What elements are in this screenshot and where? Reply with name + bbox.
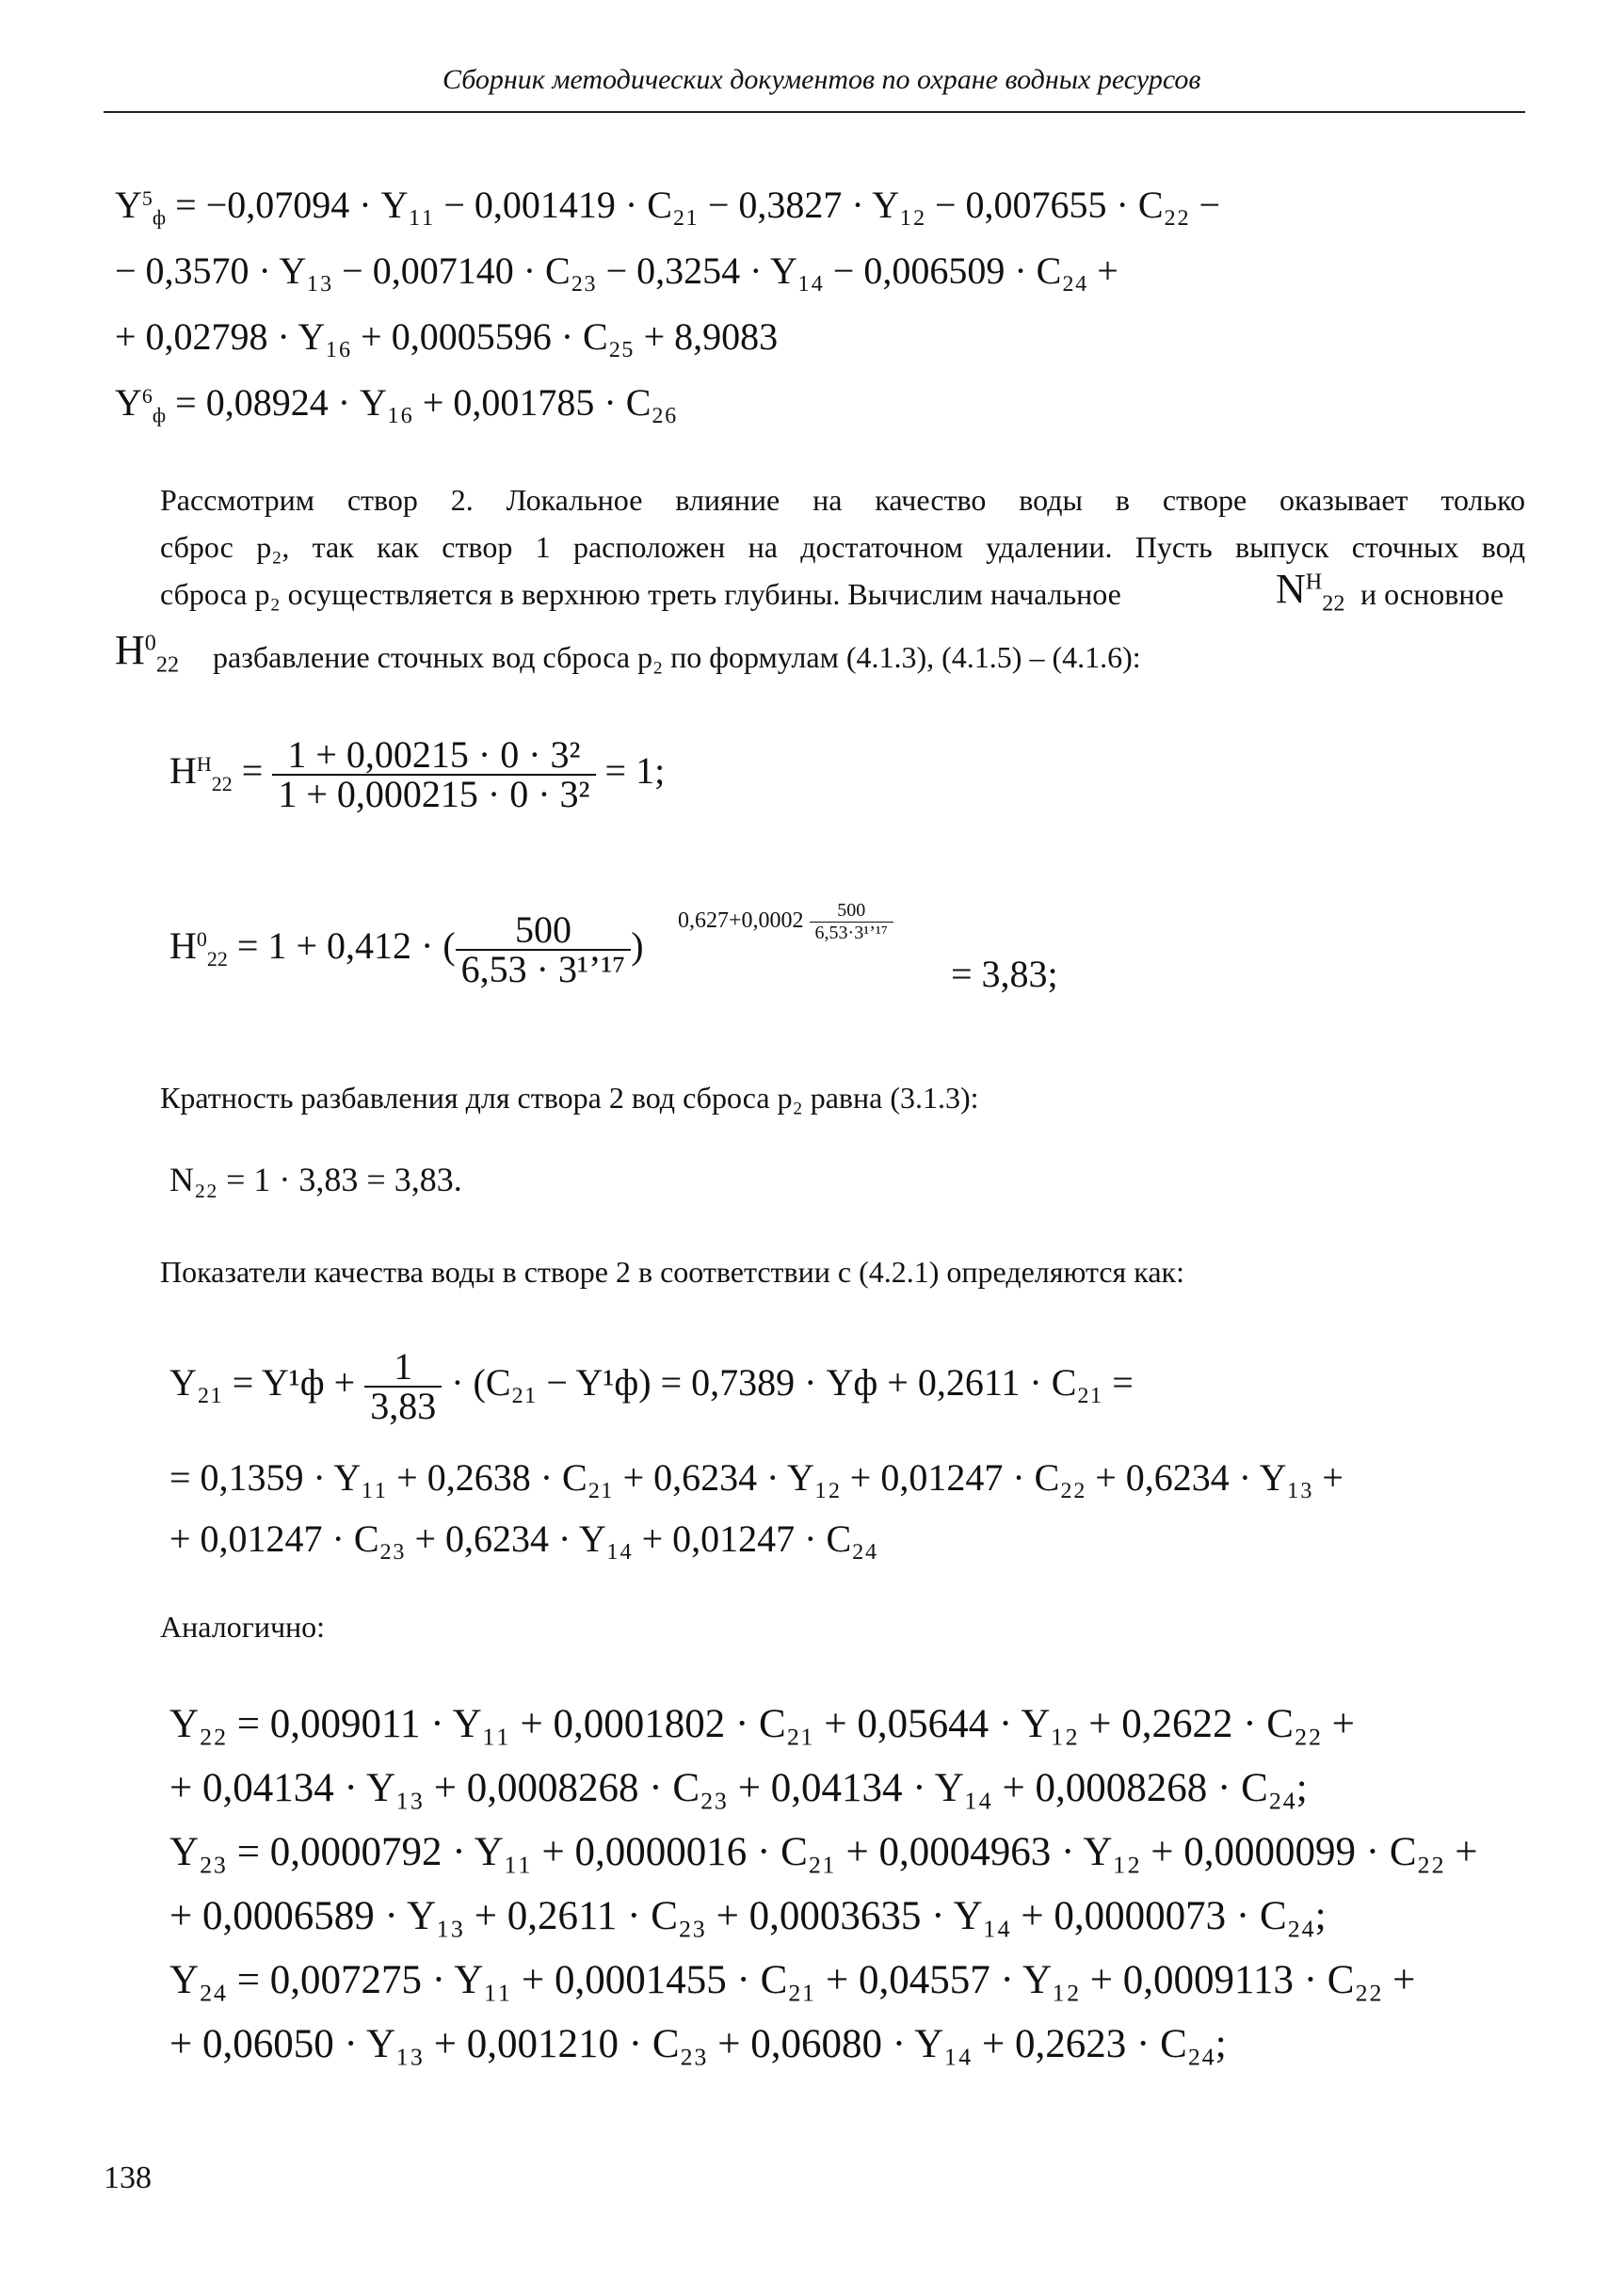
header-rule [104, 111, 1525, 113]
formula-y23-line1: Y₂₃ = 0,0000792 · Y₁₁ + 0,0000016 · C₂₁ + 0,0004963 · Y₁₂ + 0,0000099 · C₂₂ + [169, 1830, 1478, 1874]
paragraph-line-3-text: сброса p₂ осуществляется в верхнюю треть глубины. Вычислим начальное [160, 577, 1121, 611]
fraction-h022 [456, 908, 632, 990]
formula-y21-line1-b: · (C₂₁ − Y¹ф) = 0,7389 · Yф + 0,2611 · C₂₁ = [451, 1361, 1134, 1405]
page-number: 138 [104, 2160, 152, 2195]
fraction-y21-denominator: 3,83 [364, 1386, 442, 1425]
formula-hn22: $H^H_{22}$ = $\frac{\text{1 + 0,00215 · 0 · 3²}}{\text{1 + 0,000215 · 0 · 3²}}$ = 1; [169, 733, 666, 815]
symbol-n22-initial: $N^H_{22}$ [1276, 566, 1345, 617]
paragraph-line-1: Рассмотрим створ 2. Локальное влияние на качество воды в створе оказывает только [160, 483, 1525, 517]
fraction-hn22 [272, 733, 595, 815]
paragraph-line-4: разбавление сточных вод сброса p₂ по формулам (4.1.3), (4.1.5) – (4.1.6): [213, 640, 1141, 674]
formula-y5-line1-text: = −0,07094 · Y₁₁ − 0,001419 · C₂₁ − 0,3827 · Y₁₂ − 0,007655 · C₂₂ − [175, 184, 1220, 226]
formula-h022-exponent [678, 900, 893, 944]
formula-y24-line2: + 0,06050 · Y₁₃ + 0,001210 · C₂₃ + 0,06080 · Y₁₄ + 0,2623 · C₂₄; [169, 2022, 1227, 2066]
formula-y22-line2: + 0,04134 · Y₁₃ + 0,0008268 · C₂₃ + 0,04134 · Y₁₄ + 0,0008268 · C₂₄; [169, 1766, 1308, 1810]
exponent-prefix: 0,627+0,0002 [678, 908, 804, 934]
fraction-y21-numerator: 1 [394, 1345, 413, 1388]
fraction-h022-denominator: 6,53 · 3¹’¹⁷ [456, 949, 632, 988]
formula-y6: $Y^6_ф = 0,08924 \cdot Y_{16} + 0,001785 \cdot C_{26}$ [115, 381, 678, 427]
paragraph-similarly: Аналогично: [160, 1610, 326, 1644]
formula-h022: $H^0_{22} = 1 + 0,412$ · ( $\frac{500}{\text{6,53 · 3¹’¹⁷}}$ ) [169, 908, 644, 990]
paragraph-ratio: Кратность разбавления для створа 2 вод сброса p₂ равна (3.1.3): [160, 1081, 979, 1115]
formula-y24-line1: Y₂₄ = 0,007275 · Y₁₁ + 0,0001455 · C₂₁ + 0,04557 · Y₁₂ + 0,0009113 · C₂₂ + [169, 1958, 1416, 2002]
exponent-fraction [810, 900, 893, 944]
paragraph-line-2: сброс p₂, так как створ 1 расположен на достаточном удалении. Пусть выпуск сточных вод [160, 530, 1525, 564]
paragraph-line-3 [160, 579, 1121, 609]
formula-y21-line1-a: Y₂₁ = Y¹ф + [169, 1361, 356, 1405]
running-header: Сборник методических документов по охране водных ресурсов [442, 64, 1201, 95]
formula-y21-line3: + 0,01247 · C₂₃ + 0,6234 · Y₁₄ + 0,01247 · C₂₄ [169, 1517, 878, 1560]
formula-n22: N₂₂ = 1 · 3,83 = 3,83. [169, 1161, 462, 1198]
fraction-y21 [364, 1345, 442, 1427]
formula-h022-result: = 3,83; [951, 953, 1058, 995]
paragraph-line-3-end: и основное [1360, 577, 1504, 611]
fraction-h022-numerator: 500 [514, 908, 571, 951]
formula-y22-line1: Y₂₂ = 0,009011 · Y₁₁ + 0,0001802 · C₂₁ + 0,05644 · Y₁₂ + 0,2622 · C₂₂ + [169, 1702, 1355, 1746]
formula-y5-line3: + 0,02798 · Y₁₆ + 0,0005596 · C₂₅ + 8,9083 [115, 315, 779, 358]
symbol-h22-main: $H^0_{22}$ [115, 627, 180, 678]
formula-y23-line2: + 0,0006589 · Y₁₃ + 0,2611 · C₂₃ + 0,0003635 · Y₁₄ + 0,0000073 · C₂₄; [169, 1894, 1327, 1938]
formula-h022-mid: = 1 + 0,412 · ( [236, 924, 456, 968]
paragraph-quality: Показатели качества воды в створе 2 в соответствии с (4.2.1) определяются как: [160, 1255, 1184, 1289]
formula-y6-text: = 0,08924 · Y₁₆ + 0,001785 · C₂₆ [175, 381, 678, 424]
formula-y5-line2: − 0,3570 · Y₁₃ − 0,007140 · C₂₃ − 0,3254 · Y₁₄ − 0,006509 · C₂₄ + [115, 249, 1118, 292]
fraction-hn22-numerator: 1 + 0,00215 · 0 · 3² [287, 733, 581, 776]
formula-y21-line1 [169, 1345, 1134, 1427]
formula-hn22-result: = 1; [604, 749, 666, 793]
formula-y21-line2: = 0,1359 · Y₁₁ + 0,2638 · C₂₁ + 0,6234 · Y₁₂ + 0,01247 · C₂₂ + 0,6234 · Y₁₃ + [169, 1456, 1344, 1499]
exponent-fraction-numerator: 500 [837, 900, 866, 921]
exponent-fraction-denominator: 6,53·3¹’¹⁷ [810, 922, 893, 944]
fraction-hn22-denominator: 1 + 0,000215 · 0 · 3² [272, 774, 595, 813]
formula-y5-line1: $Y^5_ф = -0,07094 \cdot Y_{11} - 0,001419 \cdot C_{21} - 0,3827 \cdot Y_{12} - 0,007655 \cdot C_{22}$ − [115, 184, 1220, 230]
